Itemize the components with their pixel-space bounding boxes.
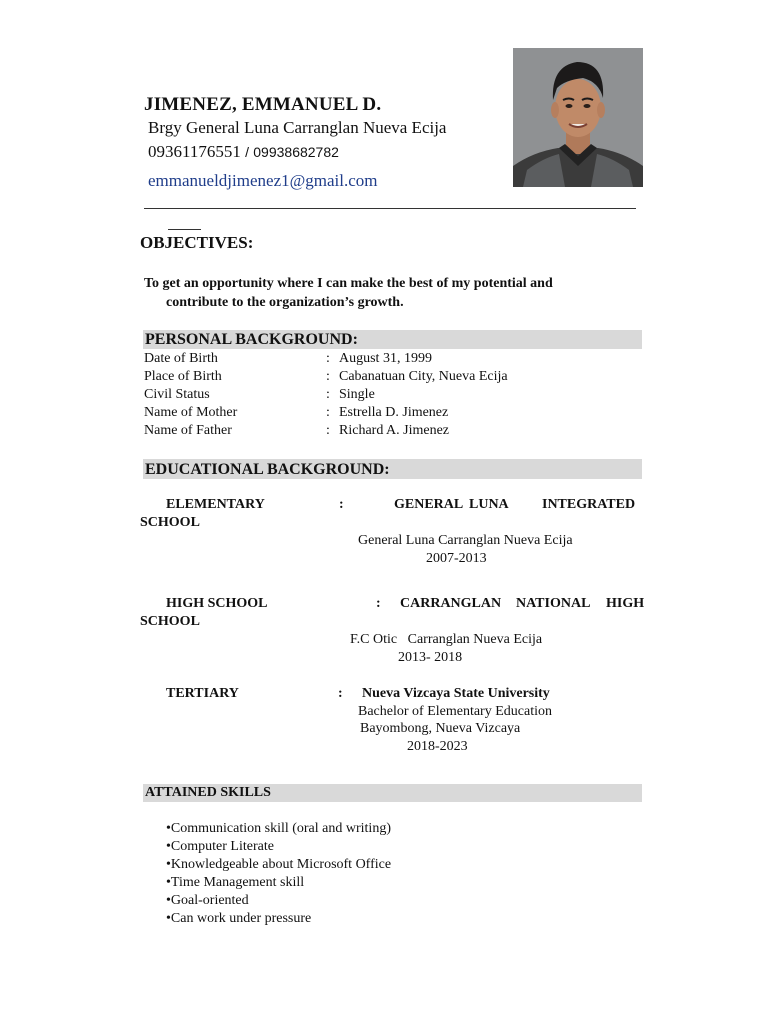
skill-item: •Communication skill (oral and writing) [166, 821, 391, 836]
tertiary-years: 2018-2023 [407, 739, 468, 754]
row-colon: : [326, 405, 330, 420]
row-colon: : [326, 423, 330, 438]
skill-item: •Computer Literate [166, 839, 274, 854]
row-label: Place of Birth [144, 369, 222, 384]
objective-line-2: contribute to the organization’s growth. [166, 295, 404, 310]
objective-statement [144, 274, 614, 312]
elementary-label: ELEMENTARY [166, 497, 265, 512]
row-value: Estrella D. Jimenez [339, 405, 449, 420]
elementary-colon: : [339, 497, 344, 512]
elementary-location: General Luna Carranglan Nueva Ecija [358, 533, 573, 548]
personal-background-heading: PERSONAL BACKGROUND: [143, 330, 642, 349]
row-value: Single [339, 387, 375, 402]
highschool-school-word-2: NATIONAL [516, 596, 591, 611]
row-value: Cabanatuan City, Nueva Ecija [339, 369, 508, 384]
phone-primary: 09361176551 [148, 142, 241, 161]
address: Brgy General Luna Carranglan Nueva Ecija [148, 118, 447, 137]
objective-line-1: To get an opportunity where I can make the best of my potential and [144, 276, 553, 291]
row-colon: : [326, 351, 330, 366]
skill-item: •Can work under pressure [166, 911, 312, 926]
objectives-heading: OBJECTIVES: [140, 233, 254, 252]
educational-background-heading: EDUCATIONAL BACKGROUND: [143, 459, 642, 479]
elementary-school-word-2: LUNA [469, 497, 509, 512]
attained-skills-heading: ATTAINED SKILLS [143, 784, 642, 802]
skill-item: •Time Management skill [166, 875, 305, 890]
skill-item: •Goal-oriented [166, 893, 249, 908]
email-address: emmanueldjimenez1@gmail.com [148, 171, 378, 190]
row-value: August 31, 1999 [339, 351, 432, 366]
highschool-location: F.C Otic Carranglan Nueva Ecija [350, 632, 543, 647]
highschool-school-word-3: HIGH [606, 596, 645, 611]
profile-photo [513, 48, 643, 187]
elementary-school-word-4: SCHOOL [140, 515, 200, 530]
highschool-school-word-4: SCHOOL [140, 614, 200, 629]
phone-numbers [148, 142, 339, 162]
elementary-school-word-1: GENERAL [394, 497, 464, 512]
tertiary-school: Nueva Vizcaya State University [362, 686, 550, 701]
row-label: Date of Birth [144, 351, 218, 366]
row-colon: : [326, 369, 330, 384]
row-label: Civil Status [144, 387, 210, 402]
highschool-colon: : [376, 596, 381, 611]
divider-stub [168, 229, 201, 230]
highschool-label: HIGH SCHOOL [166, 596, 268, 611]
row-label: Name of Father [144, 423, 232, 438]
tertiary-degree: Bachelor of Elementary Education [358, 704, 552, 719]
tertiary-colon: : [338, 686, 343, 701]
skill-item: •Knowledgeable about Microsoft Office [166, 857, 392, 872]
phone-secondary: 09938682782 [253, 144, 339, 160]
row-value: Richard A. Jimenez [339, 423, 450, 438]
row-colon: : [326, 387, 330, 402]
tertiary-location: Bayombong, Nueva Vizcaya [360, 721, 521, 736]
applicant-name: JIMENEZ, EMMANUEL D. [144, 94, 382, 115]
row-label: Name of Mother [144, 405, 238, 420]
elementary-school-word-3: INTEGRATED [542, 497, 636, 512]
elementary-years: 2007-2013 [426, 551, 487, 566]
highschool-school-word-1: CARRANGLAN [400, 596, 502, 611]
phone-separator: / [245, 144, 250, 160]
tertiary-label: TERTIARY [166, 686, 239, 701]
highschool-years: 2013- 2018 [398, 650, 463, 665]
skills-list [166, 820, 391, 928]
header-divider [144, 208, 636, 209]
